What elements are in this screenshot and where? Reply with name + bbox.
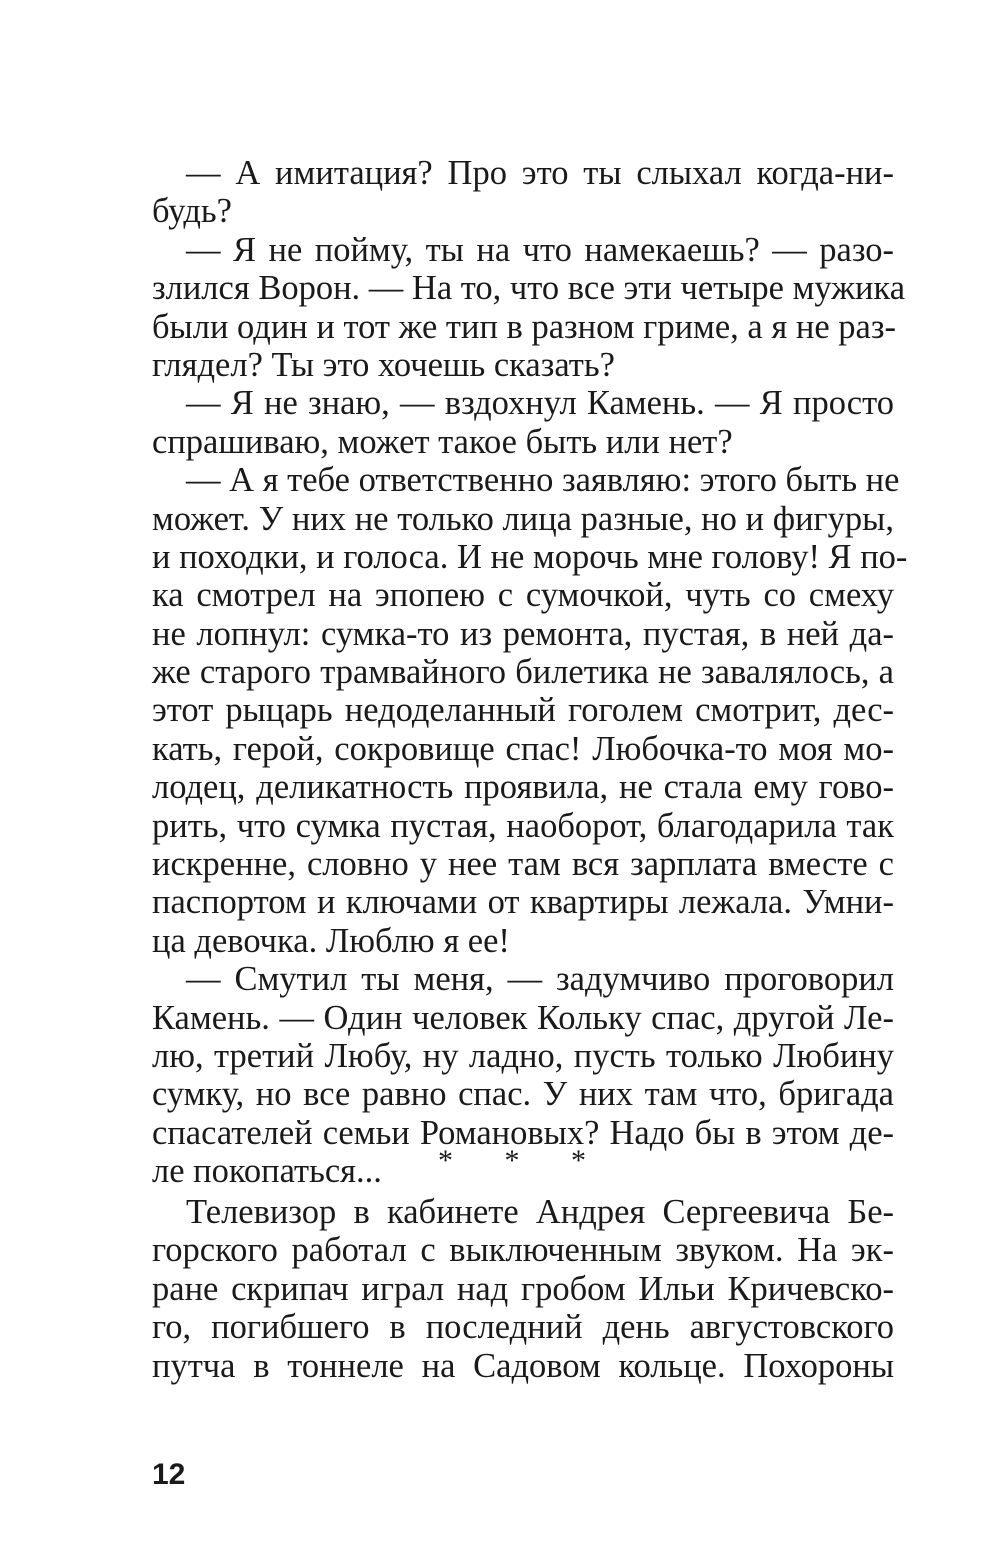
- text-line: спрашиваю, может такое быть или нет?: [152, 422, 733, 461]
- text-line: не лопнул: сумка-то из ремонта, пустая, в ней да-: [152, 614, 894, 653]
- text-line: ца девочка. Люблю я ее!: [152, 921, 510, 960]
- text-line: — Я не знаю, — вздохнул Камень. — Я просто: [186, 384, 894, 423]
- text-line: Телевизор в кабинете Андрея Сергеевича Бе-: [186, 1193, 894, 1231]
- text-section-dialogue: [152, 154, 908, 1191]
- text-line: будь?: [152, 192, 232, 231]
- text-line: лю, третий Любу, ну ладно, пусть только Любину: [152, 1036, 894, 1075]
- text-line: ране скрипач играл над гробом Ильи Кричевско-: [152, 1269, 894, 1308]
- text-section-narrative: [152, 1193, 894, 1385]
- text-line: этот рыцарь недоделанный гоголем смотрит, дес-: [152, 691, 894, 730]
- text-line: — Смутил ты меня, — задумчиво проговорил: [186, 960, 894, 999]
- text-line: — А я тебе ответственно заявляю: этого быть не: [186, 461, 900, 500]
- text-line: и походки, и голоса. И не морочь мне голову! Я по-: [152, 537, 908, 576]
- text-line: ка смотрел на эпопею с сумочкой, чуть со смеху: [152, 576, 894, 615]
- text-line: путча в тоннеле на Садовом кольце. Похороны: [152, 1346, 894, 1385]
- text-line: ле покопаться...: [152, 1152, 382, 1191]
- text-line: злился Ворон. — На то, что все эти четыре мужика: [152, 269, 906, 308]
- text-line: глядел? Ты это хочешь сказать?: [152, 345, 615, 384]
- text-line: сумку, но все равно спас. У них там что, бригада: [152, 1075, 894, 1114]
- text-line: искренне, словно у нее там вся зарплата вместе с: [152, 845, 894, 884]
- text-line: рить, что сумка пустая, наоборот, благодарила так: [152, 806, 894, 845]
- text-line: — Я не пойму, ты на что намекаешь? — разо-: [186, 230, 894, 269]
- text-line: были один и тот же тип в разном гриме, а я не раз-: [152, 307, 896, 346]
- text-line: паспортом и ключами от квартиры лежала. Умни-: [152, 883, 894, 922]
- text-line: спасателей семьи Романовых? Надо бы в этом де-: [152, 1113, 894, 1152]
- text-line: горского работал с выключенным звуком. На эк-: [152, 1231, 894, 1270]
- text-line: может. У них не только лица разные, но и фигуры,: [152, 499, 894, 538]
- text-line: го, погибшего в последний день августовского: [152, 1308, 894, 1347]
- page-number: 12: [152, 1458, 186, 1491]
- section-separator: * * *: [438, 1144, 608, 1177]
- text-line: кать, герой, сокровище спас! Любочка-то моя мо-: [152, 729, 894, 768]
- text-line: лодец, деликатность проявила, не стала ему гово-: [152, 768, 894, 807]
- text-line: — А имитация? Про это ты слыхал когда-ни-: [186, 154, 894, 192]
- text-line: же старого трамвайного билетика не завалялось, а: [152, 653, 894, 692]
- text-line: Камень. — Один человек Кольку спас, другой Ле-: [152, 998, 894, 1037]
